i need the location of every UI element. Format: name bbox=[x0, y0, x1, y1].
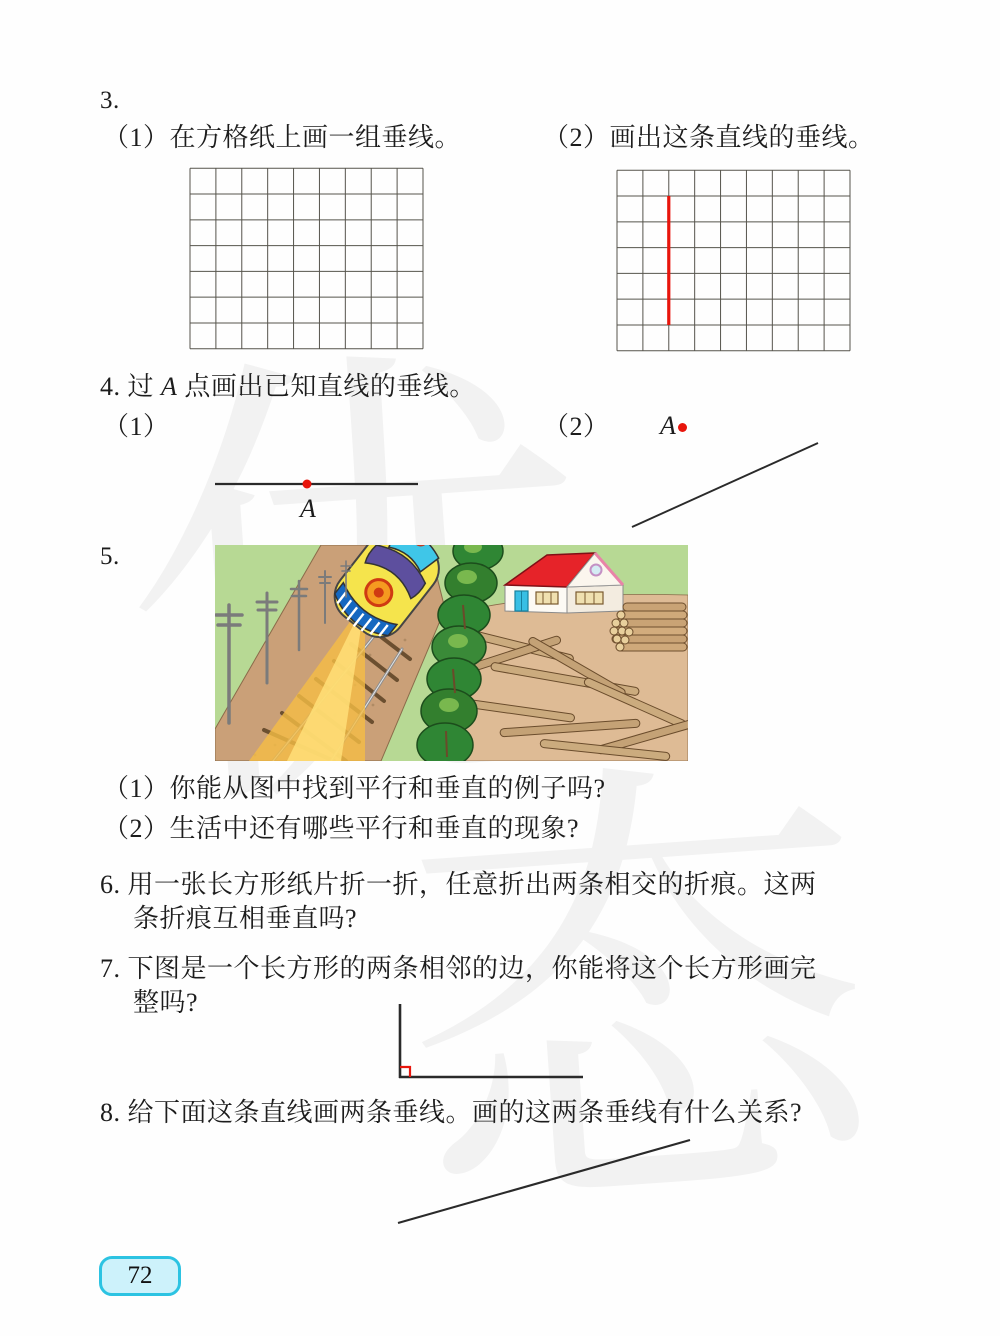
question-3-sub2: （2）画出这条直线的垂线。 bbox=[543, 123, 875, 152]
question-3-number: 3. bbox=[100, 87, 120, 114]
figure-4-2 bbox=[625, 435, 825, 535]
question-4-point-A: A bbox=[161, 372, 178, 401]
question-4-suffix: 点画出已知直线的垂线。 bbox=[177, 372, 476, 401]
question-4-prefix: 4. 过 bbox=[100, 372, 162, 401]
question-6-line1: 6. 用一张长方形纸片折一折，任意折出两条相交的折痕。这两 bbox=[100, 870, 817, 899]
grid-paper-2 bbox=[616, 169, 851, 352]
right-angle-mark bbox=[400, 1067, 410, 1077]
grid-paper-1 bbox=[189, 167, 424, 350]
figure-8 bbox=[390, 1132, 700, 1232]
question-4-heading bbox=[100, 370, 476, 404]
question-6-line2: 条折痕互相垂直吗? bbox=[133, 904, 358, 933]
page-number: 72 bbox=[127, 1262, 153, 1289]
given-line bbox=[398, 1140, 690, 1223]
question-7-line1: 7. 下图是一个长方形的两条相邻的边，你能将这个长方形画完 bbox=[100, 954, 817, 983]
point-A-label: A bbox=[660, 411, 677, 440]
house-window bbox=[536, 592, 558, 604]
question-4-sub1-label: （1） bbox=[103, 412, 170, 441]
page-number-badge bbox=[99, 1256, 181, 1296]
given-line bbox=[632, 443, 818, 527]
question-8-line1: 8. 给下面这条直线画两条垂线。画的这两条垂线有什么关系? bbox=[100, 1098, 803, 1127]
scene-illustration bbox=[215, 545, 688, 761]
figure-7 bbox=[390, 998, 595, 1088]
point-A-dot bbox=[303, 480, 312, 489]
figure-4-1 bbox=[205, 455, 435, 525]
question-7-line2: 整吗? bbox=[133, 988, 199, 1017]
house-window bbox=[576, 592, 603, 604]
question-3-sub1: （1）在方格纸上画一组垂线。 bbox=[103, 123, 462, 152]
point-A-label: A bbox=[300, 494, 316, 523]
question-5-number: 5. bbox=[100, 543, 120, 570]
point-A-dot bbox=[678, 423, 687, 432]
question-5-sub1: （1）你能从图中找到平行和垂直的例子吗? bbox=[103, 774, 606, 803]
question-5-sub2: （2）生活中还有哪些平行和垂直的现象? bbox=[103, 814, 580, 843]
question-4-sub2-label: （2） bbox=[543, 412, 610, 441]
round-window bbox=[591, 565, 602, 576]
